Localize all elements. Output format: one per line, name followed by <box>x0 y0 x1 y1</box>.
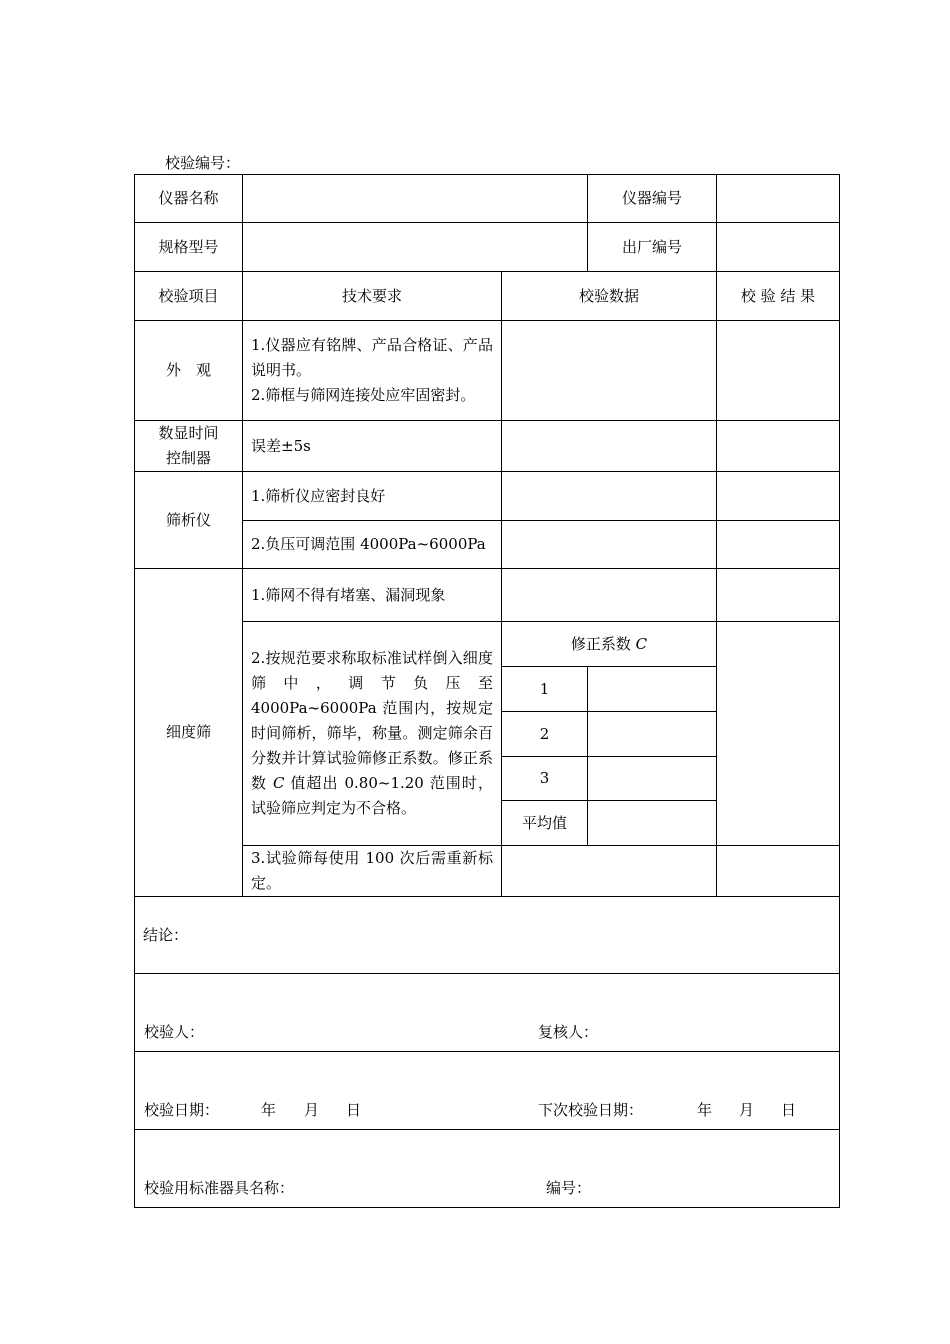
trial-3-value[interactable] <box>588 757 717 801</box>
fineness-req2-part-b: 值超出 0.80~1.20 范围时，试验筛应判定为不合格。 <box>251 774 493 817</box>
reviewer-label: 复核人： <box>538 1023 599 1041</box>
date-year-label: 年 <box>261 1101 277 1119</box>
fineness-result2-field[interactable] <box>717 622 840 846</box>
sieve-analyzer-result1-field[interactable] <box>717 472 840 521</box>
sieve-analyzer-result2-field[interactable] <box>717 521 840 569</box>
sieve-analyzer-label: 筛析仪 <box>135 472 243 569</box>
fineness-req1: 1.筛网不得有堵塞、漏洞现象 <box>243 569 502 622</box>
appearance-label: 外 观 <box>135 321 243 421</box>
signature-row[interactable] <box>135 974 840 1052</box>
fineness-sieve-label: 细度筛 <box>135 569 243 897</box>
column-item: 校验项目 <box>135 272 243 321</box>
fineness-result1-field[interactable] <box>717 569 840 622</box>
sieve-analyzer-data2-field[interactable] <box>502 521 717 569</box>
date-day-label: 日 <box>346 1101 362 1119</box>
instrument-no-field[interactable] <box>717 175 840 223</box>
appearance-requirement <box>243 321 502 421</box>
model-field[interactable] <box>243 223 588 272</box>
standard-row[interactable] <box>135 1130 840 1208</box>
date-month-label: 月 <box>304 1101 320 1119</box>
trial-3-label: 3 <box>502 757 588 801</box>
appearance-result-field[interactable] <box>717 321 840 421</box>
trial-2-value[interactable] <box>588 712 717 757</box>
appearance-req-line2: 2.筛框与筛网连接处应牢固密封。 <box>251 386 476 404</box>
coef-header-label: 修正系数 <box>570 634 636 653</box>
inspector-label: 校验人： <box>144 1023 205 1041</box>
trial-1-value[interactable] <box>588 667 717 712</box>
appearance-data-field[interactable] <box>502 321 717 421</box>
next-date-day-label: 日 <box>781 1101 797 1119</box>
next-date-month-label: 月 <box>739 1101 755 1119</box>
fineness-req2-var: C <box>272 774 285 792</box>
model-label: 规格型号 <box>135 223 243 272</box>
calibration-date-label: 校验日期： <box>144 1101 220 1119</box>
fineness-req2 <box>243 622 502 846</box>
coef-header <box>502 622 717 667</box>
timer-result-field[interactable] <box>717 421 840 472</box>
timer-requirement: 误差±5s <box>243 421 502 472</box>
instrument-name-field[interactable] <box>243 175 588 223</box>
sieve-analyzer-req2: 2.负压可调范围 4000Pa~6000Pa <box>243 521 502 569</box>
column-data: 校验数据 <box>502 272 717 321</box>
average-label: 平均值 <box>502 801 588 846</box>
fineness-data3-field[interactable] <box>502 846 717 897</box>
conclusion-label: 结论： <box>143 925 189 944</box>
calibration-form-table <box>134 174 840 1208</box>
sieve-analyzer-req1: 1.筛析仪应密封良好 <box>243 472 502 521</box>
fineness-data1-field[interactable] <box>502 569 717 622</box>
coef-header-var: C <box>635 634 648 653</box>
fineness-req2-part-a: 2.按规范要求称取标准试样倒入细度筛中，调节负压至 4000Pa~6000Pa 范围内，按规定时间筛析，筛毕，称量。测定筛余百分数并计算试验筛修正系数。修正系数 <box>251 649 493 792</box>
instrument-no-label: 仪器编号 <box>588 175 717 223</box>
sieve-analyzer-data1-field[interactable] <box>502 472 717 521</box>
standard-no-label: 编号： <box>546 1179 592 1197</box>
trial-1-label: 1 <box>502 667 588 712</box>
timer-label-line1: 数显时间 <box>158 424 219 442</box>
standard-name-label: 校验用标准器具名称： <box>144 1179 295 1197</box>
fineness-result3-field[interactable] <box>717 846 840 897</box>
calibration-no-label: 校验编号： <box>165 154 241 172</box>
fineness-req3: 3.试验筛每使用 100 次后需重新标定。 <box>243 846 502 897</box>
column-result: 校 验 结 果 <box>717 272 840 321</box>
column-requirement: 技术要求 <box>243 272 502 321</box>
timer-data-field[interactable] <box>502 421 717 472</box>
timer-label <box>135 421 243 472</box>
appearance-req-line1: 1.仪器应有铭牌、产品合格证、产品说明书。 <box>251 336 493 379</box>
instrument-name-label: 仪器名称 <box>135 175 243 223</box>
timer-label-line2: 控制器 <box>165 449 211 467</box>
next-date-label: 下次校验日期： <box>538 1101 644 1119</box>
factory-no-label: 出厂编号 <box>588 223 717 272</box>
date-row[interactable] <box>135 1052 840 1130</box>
average-value[interactable] <box>588 801 717 846</box>
conclusion-field[interactable] <box>135 897 840 974</box>
trial-2-label: 2 <box>502 712 588 757</box>
next-date-year-label: 年 <box>697 1101 713 1119</box>
factory-no-field[interactable] <box>717 223 840 272</box>
